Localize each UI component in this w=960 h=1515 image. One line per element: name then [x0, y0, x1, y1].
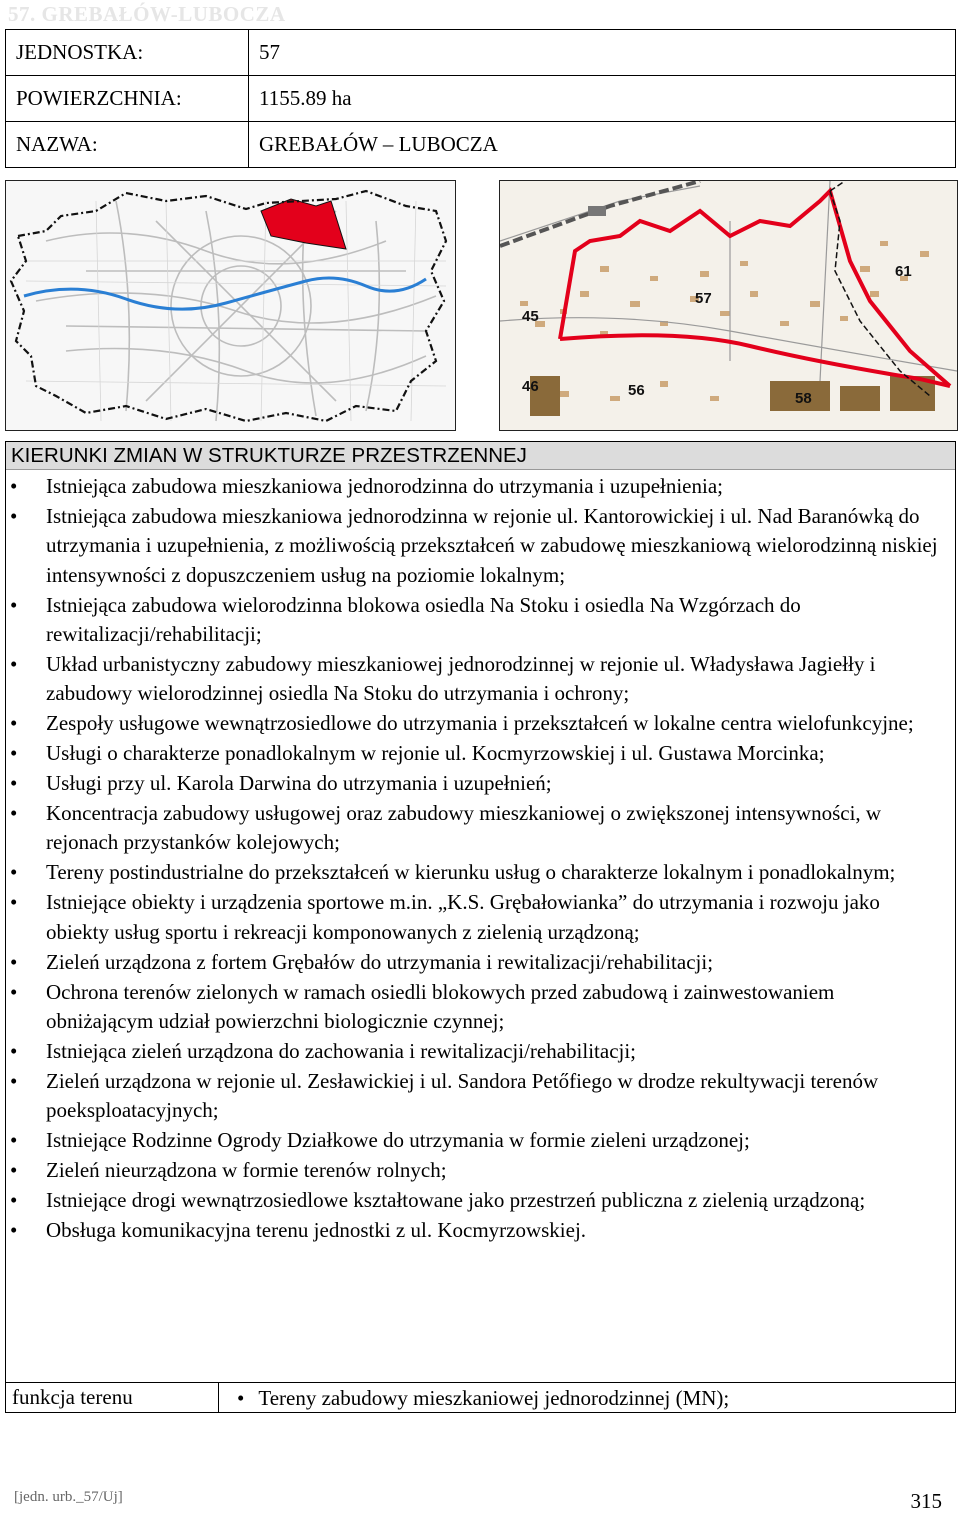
name-row	[6, 122, 956, 168]
map-label-56: 56	[628, 382, 645, 399]
maps-section	[5, 176, 956, 440]
list-item: • Istniejąca zabudowa wielorodzinna blokowa osiedla Na Stoku i osiedla Na Wzgórzach do rewitalizacji/rehabilitacji;	[6, 591, 941, 650]
list-item: • Zespoły usługowe wewnątrzosiedlowe do utrzymania i przekształceń w lokalne centra wielofunkcyjne;	[6, 709, 941, 738]
directions-title: KIERUNKI ZMIAN W STRUKTURZE PRZESTRZENNEJ	[6, 442, 955, 470]
list-item: • Istniejąca zieleń urządzona do zachowania i rewitalizacji/rehabilitacji;	[6, 1037, 941, 1066]
bullet-icon: •	[237, 1386, 245, 1410]
unit-detail-map-graphic	[500, 181, 957, 430]
list-item: • Zieleń urządzona w rejonie ul. Zesławickiej i ul. Sandora Petőfiego w drodze rekultywacji terenów poeksploatacyjnych;	[6, 1067, 941, 1126]
unit-info-table	[5, 29, 956, 168]
unit-value: 57	[249, 30, 956, 76]
land-function-row	[5, 1382, 956, 1413]
land-function-label: funkcja terenu	[6, 1383, 219, 1412]
unit-label: JEDNOSTKA:	[6, 30, 249, 76]
list-item: • Koncentracja zabudowy usługowej oraz zabudowy mieszkaniowej o zwiększonej intensywności, w rejonach przystanków kolejowych;	[6, 799, 941, 858]
station-marker	[588, 206, 606, 216]
list-item: • Zieleń urządzona z fortem Grębałów do utrzymania i rewitalizacji/rehabilitacji;	[6, 948, 941, 977]
map-label-57: 57	[695, 290, 712, 307]
land-function-value-cell	[219, 1383, 729, 1412]
list-item: • Usługi o charakterze ponadlokalnym w rejonie ul. Kocmyrzowskiej i ul. Gustawa Morcinka;	[6, 739, 941, 768]
footer-code: [jedn. urb._57/Uj]	[14, 1489, 123, 1505]
page-number: 315	[910, 1489, 942, 1513]
list-item: • Istniejąca zabudowa mieszkaniowa jednorodzinna w rejonie ul. Kantorowickiej i ul. Nad Baranówką do utrzymania i uzupełnienia, z możliwością przekształceń w zabudowę mieszkaniową wielorodzinną niskiej intensywności z dopuszczeniem usług na poziomie lokalnym;	[6, 502, 941, 590]
city-overview-map	[5, 180, 456, 431]
area-row	[6, 76, 956, 122]
directions-list	[6, 472, 941, 1246]
directions-section	[5, 441, 956, 1384]
list-item: • Istniejąca zabudowa mieszkaniowa jednorodzinna do utrzymania i uzupełnienia;	[6, 472, 941, 501]
land-function-value: Tereny zabudowy mieszkaniowej jednorodzinnej (MN);	[258, 1386, 730, 1410]
name-label: NAZWA:	[6, 122, 249, 168]
map-label-61: 61	[895, 263, 912, 280]
list-item: • Obsługa komunikacyjna terenu jednostki z ul. Kocmyrzowskiej.	[6, 1216, 941, 1245]
map-label-46: 46	[522, 378, 539, 395]
list-item: • Istniejące obiekty i urządzenia sportowe m.in. „K.S. Grębałowianka” do utrzymania i rozwoju jako obiekty usług sportu i rekreacji komponowanych z zielenią urządzoną;	[6, 888, 941, 947]
city-overview-map-graphic	[6, 181, 455, 430]
list-item: • Układ urbanistyczny zabudowy mieszkaniowej jednorodzinnej w rejonie ul. Władysława Jagiełły i zabudowy wielorodzinnej osiedla Na Stoku do utrzymania i ochrony;	[6, 650, 941, 709]
list-item: • Usługi przy ul. Karola Darwina do utrzymania i uzupełnień;	[6, 769, 941, 798]
unit-row	[6, 30, 956, 76]
list-item: • Istniejące Rodzinne Ogrody Działkowe do utrzymania w formie zieleni urządzonej;	[6, 1126, 941, 1155]
name-value: GREBAŁÓW – LUBOCZA	[249, 122, 956, 168]
list-item: • Tereny postindustrialne do przekształceń w kierunku usług o charakterze lokalnym i ponadlokalnym;	[6, 858, 941, 887]
ghost-header: 57. GREBAŁÓW-LUBOCZA	[8, 2, 286, 26]
unit-detail-map	[499, 180, 958, 431]
area-value: 1155.89 ha	[249, 76, 956, 122]
area-label: POWIERZCHNIA:	[6, 76, 249, 122]
list-item: • Istniejące drogi wewnątrzosiedlowe kształtowane jako przestrzeń publiczna z zielenią urządzoną;	[6, 1186, 941, 1215]
map-label-58: 58	[795, 390, 812, 407]
list-item: • Ochrona terenów zielonych w ramach osiedli blokowych przed zabudową i zainwestowaniem obniżającym udział powierzchni biologicznie czynnej;	[6, 978, 941, 1037]
list-item: • Zieleń nieurządzona w formie terenów rolnych;	[6, 1156, 941, 1185]
map-label-45: 45	[522, 308, 539, 325]
